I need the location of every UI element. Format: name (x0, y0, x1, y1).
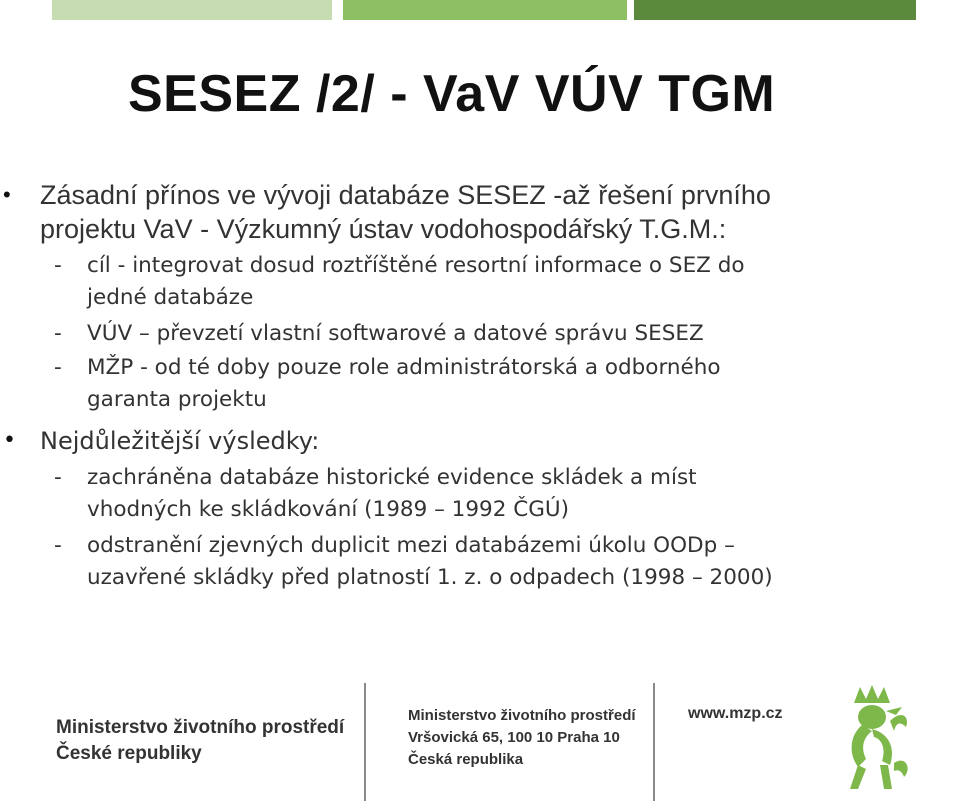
czech-lion-icon (836, 681, 916, 805)
list-item (0, 250, 960, 314)
list-item-line: VÚV – převzetí vlastní softwarové a datové správu SESEZ (87, 321, 704, 346)
ministry-name: Ministerstvo životního prostředí (56, 717, 345, 738)
dash-marker: - (54, 321, 62, 346)
top-bar-light (52, 0, 332, 20)
dash-marker: - (54, 355, 62, 380)
bullet-results (0, 424, 960, 458)
list-item (0, 352, 960, 416)
list-item-line: vhodných ke skládkování (1989 – 1992 ČGÚ) (87, 497, 570, 522)
ministry-logo-text (56, 715, 344, 767)
list-item-line: cíl - integrovat dosud roztříštěné resortní informace o SEZ do (87, 253, 745, 278)
list-item (0, 318, 960, 350)
dash-marker: - (54, 465, 62, 490)
address-block (408, 705, 636, 771)
bullet-dot-icon: • (3, 428, 16, 453)
bullet-text-line: projektu VaV - Výzkumný ústav vodohospodářský T.G.M.: (40, 214, 727, 244)
list-item-line: garanta projektu (87, 387, 267, 412)
list-item-line: MŽP - od té doby pouze role administrátorská a odborného (87, 355, 721, 380)
list-item-line: uzavřené skládky před platností 1. z. o odpadech (1998 – 2000) (87, 565, 773, 590)
website-link[interactable]: www.mzp.cz (688, 705, 783, 722)
address-line: Vršovická 65, 100 10 Praha 10 (408, 729, 620, 746)
list-item (0, 530, 960, 594)
dash-marker: - (54, 253, 62, 278)
slide-content (0, 178, 960, 594)
address-line: Česká republika (408, 751, 524, 768)
bullet-text-line: Zásadní přínos ve vývoji databáze SESEZ -až řešení prvního (40, 180, 771, 210)
list-item-line: jedné databáze (87, 285, 254, 310)
dash-marker: - (54, 533, 62, 558)
footer (0, 675, 960, 808)
bullet-text-line: Nejdůležitější výsledky: (40, 427, 320, 455)
divider (653, 683, 655, 801)
ministry-country: České republiky (56, 743, 202, 764)
bullet-main-contribution (0, 178, 960, 246)
top-bar-mid (343, 0, 627, 20)
top-bar-dark (634, 0, 916, 20)
address-line: Ministerstvo životního prostředí (408, 707, 636, 724)
list-item-line: odstranění zjevných duplicit mezi databázemi úkolu OODp – (87, 533, 735, 558)
bullet-dot-icon: • (3, 182, 11, 207)
list-item-line: zachráněna databáze historické evidence skládek a míst (87, 465, 697, 490)
divider (364, 683, 366, 801)
list-item (0, 462, 960, 526)
slide-title: SESEZ /2/ - VaV VÚV TGM (128, 65, 776, 123)
